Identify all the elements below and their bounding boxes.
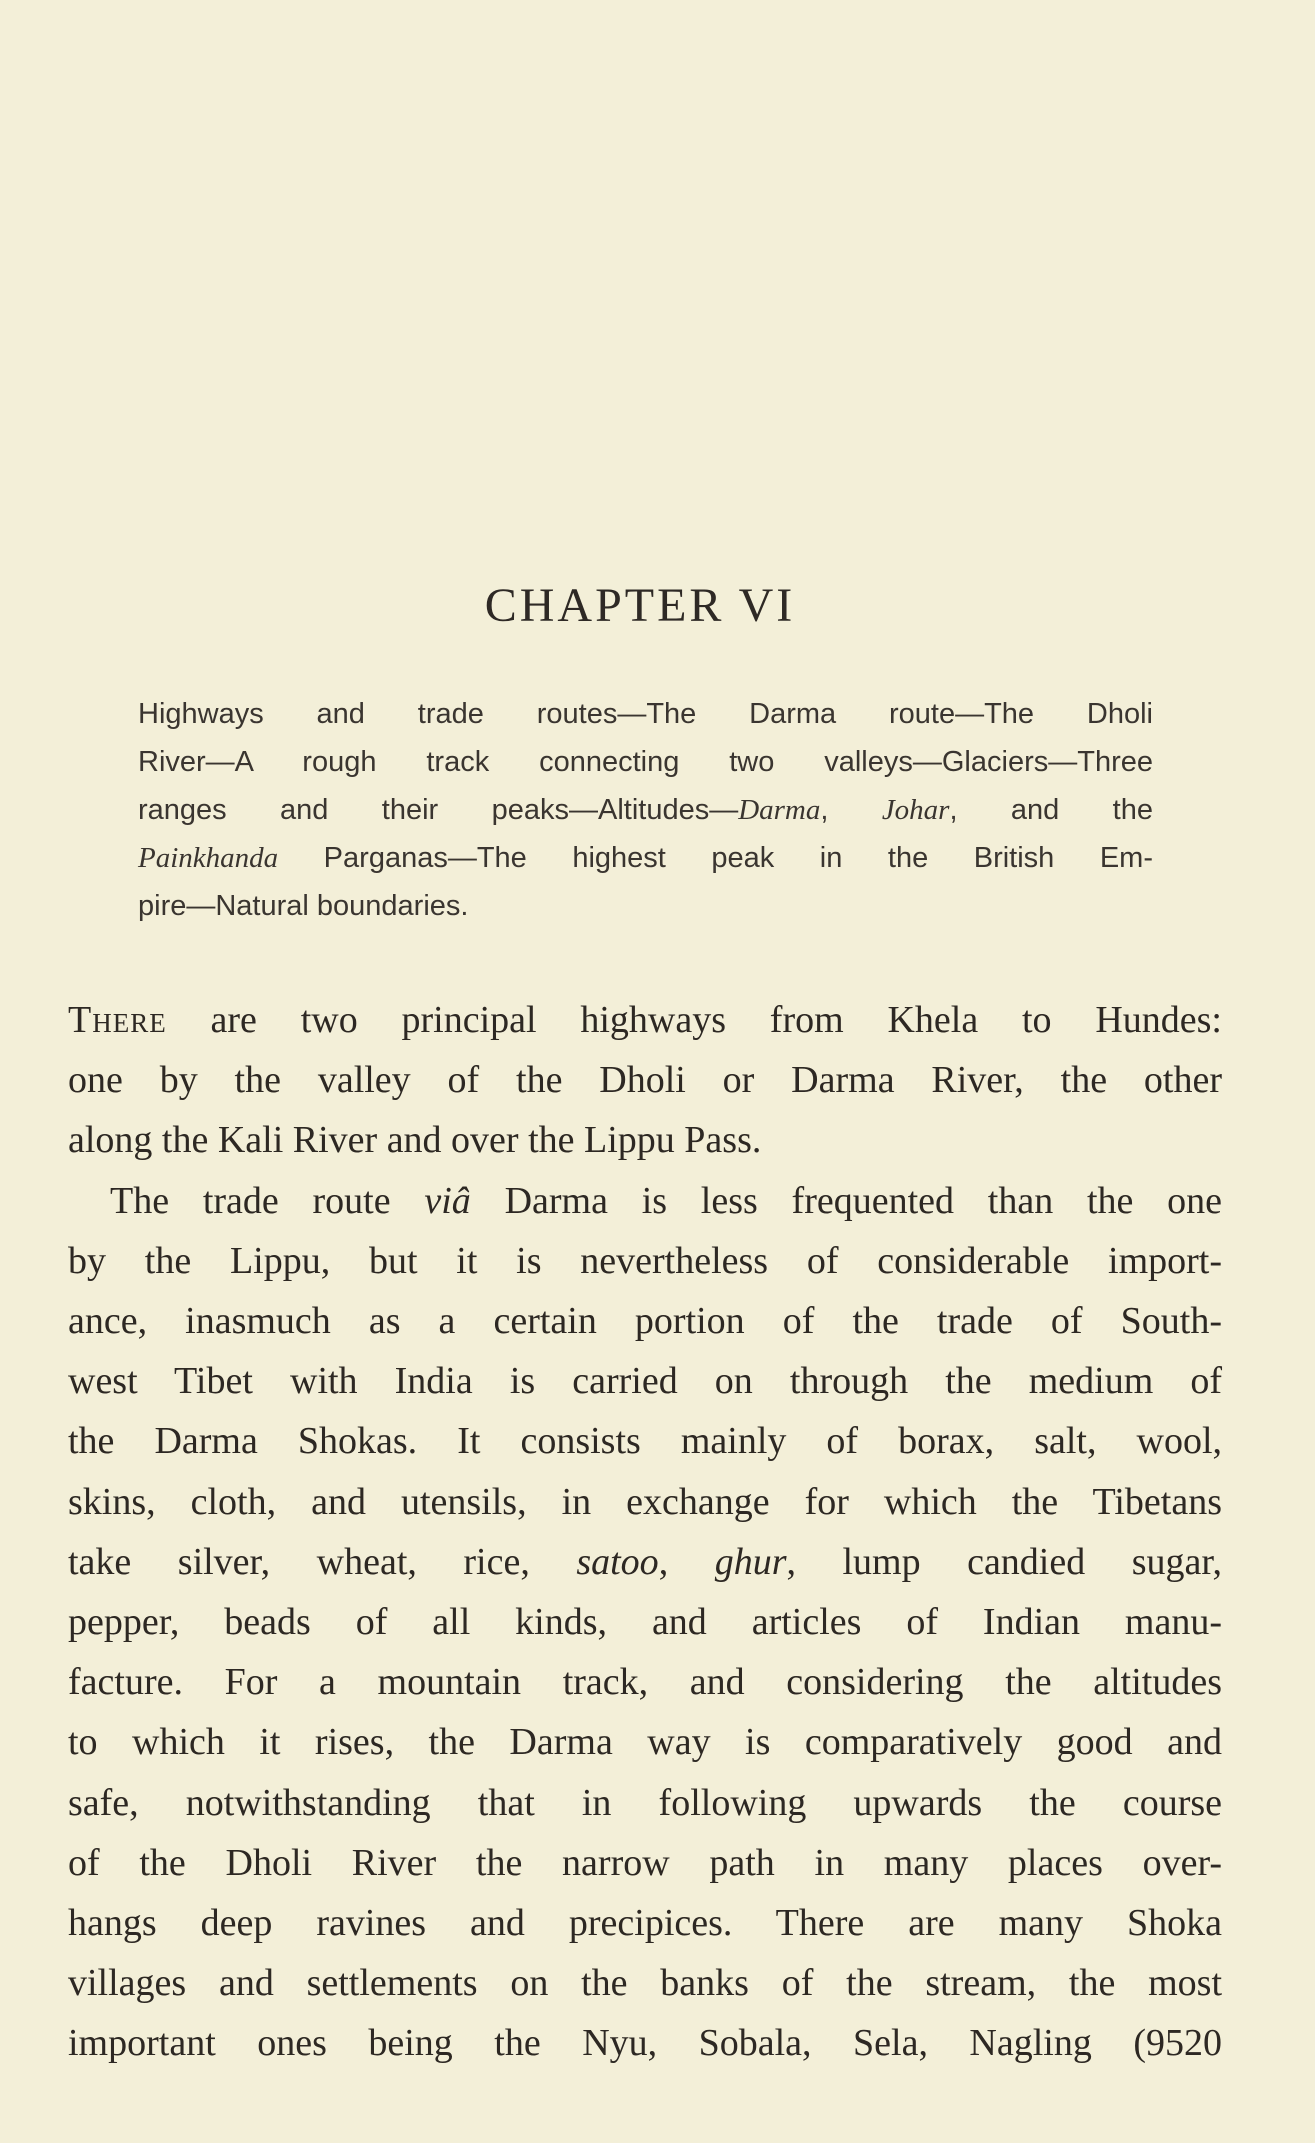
body-line: ance, inasmuch as a certain portion of the trade of South- bbox=[68, 1300, 1222, 1343]
summary-line bbox=[138, 834, 1153, 882]
summary-text: ranges and their peaks—Altitudes— bbox=[138, 794, 739, 826]
body-line: along the Kali River and over the Lippu Pass. bbox=[68, 1119, 762, 1162]
body-line: important ones being the Nyu, Sobala, Sela, Nagling (9520 bbox=[68, 2022, 1222, 2065]
summary-text: , bbox=[820, 794, 829, 826]
body-line: safe, notwithstanding that in following upwards the course bbox=[68, 1781, 1222, 1824]
body-line: hangs deep ravines and precipices. There are many Shoka bbox=[68, 1902, 1222, 1945]
summary-text: , and the bbox=[949, 794, 1153, 826]
summary-italic-darma: Darma bbox=[738, 794, 821, 826]
summary-italic-painkhanda: Painkhanda bbox=[138, 842, 279, 874]
italic-satoo: satoo bbox=[576, 1540, 659, 1583]
body-line: one by the valley of the Dholi or Darma River, the other bbox=[68, 1059, 1222, 1102]
summary-italic-johar: Johar bbox=[881, 794, 950, 826]
summary-line bbox=[138, 786, 1153, 834]
summary-text: Parganas—The highest peak in the British Em- bbox=[278, 842, 1153, 874]
body-text-span: , lump candied sugar, bbox=[786, 1540, 1223, 1583]
body-text-span: The trade route bbox=[110, 1179, 425, 1222]
chapter-summary bbox=[138, 690, 1153, 930]
body-line: to which it rises, the Darma way is comparatively good and bbox=[68, 1721, 1222, 1764]
body-line: skins, cloth, and utensils, in exchange for which the Tibetans bbox=[68, 1480, 1222, 1523]
body-line bbox=[68, 1171, 1222, 1231]
body-line: villages and settlements on the banks of the stream, the most bbox=[68, 1962, 1222, 2005]
body-line bbox=[68, 1532, 1222, 1592]
body-line: by the Lippu, but it is nevertheless of considerable import- bbox=[68, 1239, 1222, 1282]
summary-line: pire—Natural boundaries. bbox=[138, 890, 469, 922]
italic-via: viâ bbox=[424, 1179, 471, 1222]
body-line: the Darma Shokas. It consists mainly of borax, salt, wool, bbox=[68, 1420, 1222, 1463]
body-text-span: take silver, wheat, rice, bbox=[68, 1540, 577, 1583]
body-text-span: are two principal highways from Khela to Hundes: bbox=[166, 999, 1222, 1041]
body-line: west Tibet with India is carried on through the medium of bbox=[68, 1360, 1222, 1403]
body-line: pepper, beads of all kinds, and articles of Indian manu- bbox=[68, 1601, 1222, 1644]
chapter-title: CHAPTER VI bbox=[484, 579, 796, 632]
body-line: of the Dholi River the narrow path in many places over- bbox=[68, 1841, 1222, 1884]
summary-line: River—A rough track connecting two valleys—Glaciers—Three bbox=[138, 746, 1153, 778]
body-text bbox=[68, 990, 1222, 2074]
italic-ghur: ghur bbox=[714, 1540, 787, 1583]
body-line: facture. For a mountain track, and considering the altitudes bbox=[68, 1661, 1222, 1704]
body-text-span: Darma is less frequented than the one bbox=[470, 1179, 1222, 1222]
body-text-span: , bbox=[658, 1540, 715, 1583]
summary-line: Highways and trade routes—The Darma route—The Dholi bbox=[138, 698, 1153, 730]
opening-word: There bbox=[68, 999, 167, 1041]
body-line bbox=[68, 990, 1222, 1050]
